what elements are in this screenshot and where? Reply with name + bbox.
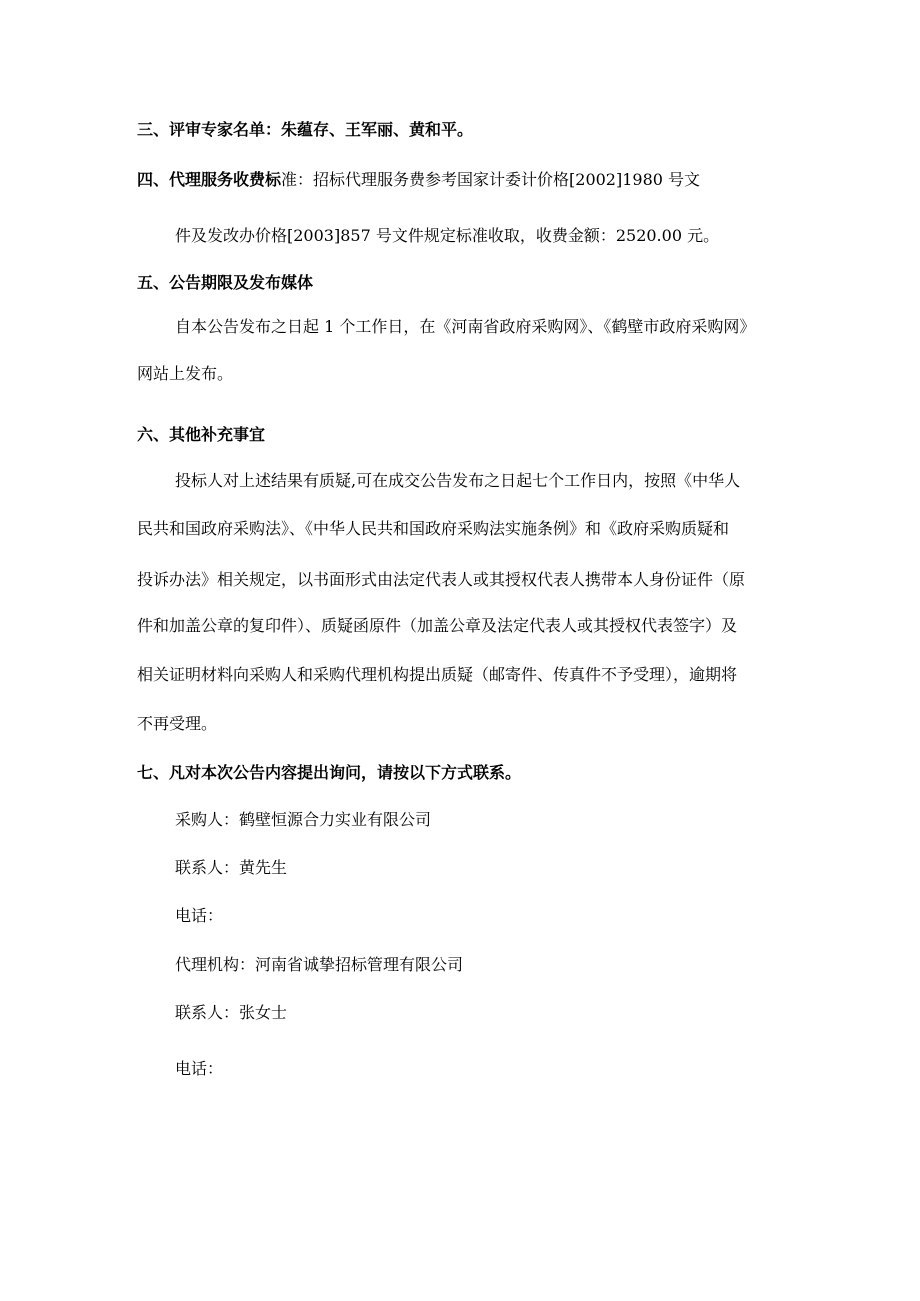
section-4-heading: 四、代理服务收费标 [137,170,282,189]
purchaser-phone: 电话： [175,906,224,925]
section-4-text-2: 件及发改办价格[2003]857 号文件规定标准收取，收费金额：2520.00 元。 [175,226,720,245]
agency-name: 代理机构：河南省诚挚招标管理有限公司 [175,955,464,974]
section-5-text-2: 网站上发布。 [137,364,234,383]
section-6-heading: 六、其他补充事宜 [137,425,266,444]
section-5-heading: 五、公告期限及发布媒体 [137,273,314,292]
section-6-line-6: 不再受理。 [137,714,218,733]
section-6-line-2: 民共和国政府采购法》、《中华人民共和国政府采购法实施条例》和《政府采购质疑和 [137,519,730,538]
section-7-heading: 七、凡对本次公告内容提出询问，请按以下方式联系。 [137,763,522,782]
purchaser-name: 采购人：鹤壁恒源合力实业有限公司 [175,810,432,829]
section-5-text-1: 自本公告发布之日起 1 个工作日，在《河南省政府采购网》、《鹤壁市政府采购网》 [175,317,756,336]
purchaser-contact: 联系人：黄先生 [175,858,288,877]
section-6-line-3: 投诉办法》相关规定，以书面形式由法定代表人或其授权代表人携带本人身份证件（原 [137,570,746,589]
agency-phone: 电话： [175,1059,224,1078]
agency-contact: 联系人：张女士 [175,1003,288,1022]
section-6-line-4: 件和加盖公章的复印件）、质疑函原件（加盖公章及法定代表人或其授权代表签字）及 [137,616,738,635]
section-6-line-5: 相关证明材料向采购人和采购代理机构提出质疑（邮寄件、传真件不予受理），逾期将 [137,665,738,684]
section-4-text-1: 准：招标代理服务费参考国家计委计价格[2002]1980 号文 [281,170,701,189]
section-4-line-1 [137,170,700,190]
section-6-line-1: 投标人对上述结果有质疑,可在成交公告发布之日起七个工作日内，按照《中华人 [175,471,741,490]
section-3-heading: 三、评审专家名单：朱蕴存、王军丽、黄和平。 [137,120,474,139]
